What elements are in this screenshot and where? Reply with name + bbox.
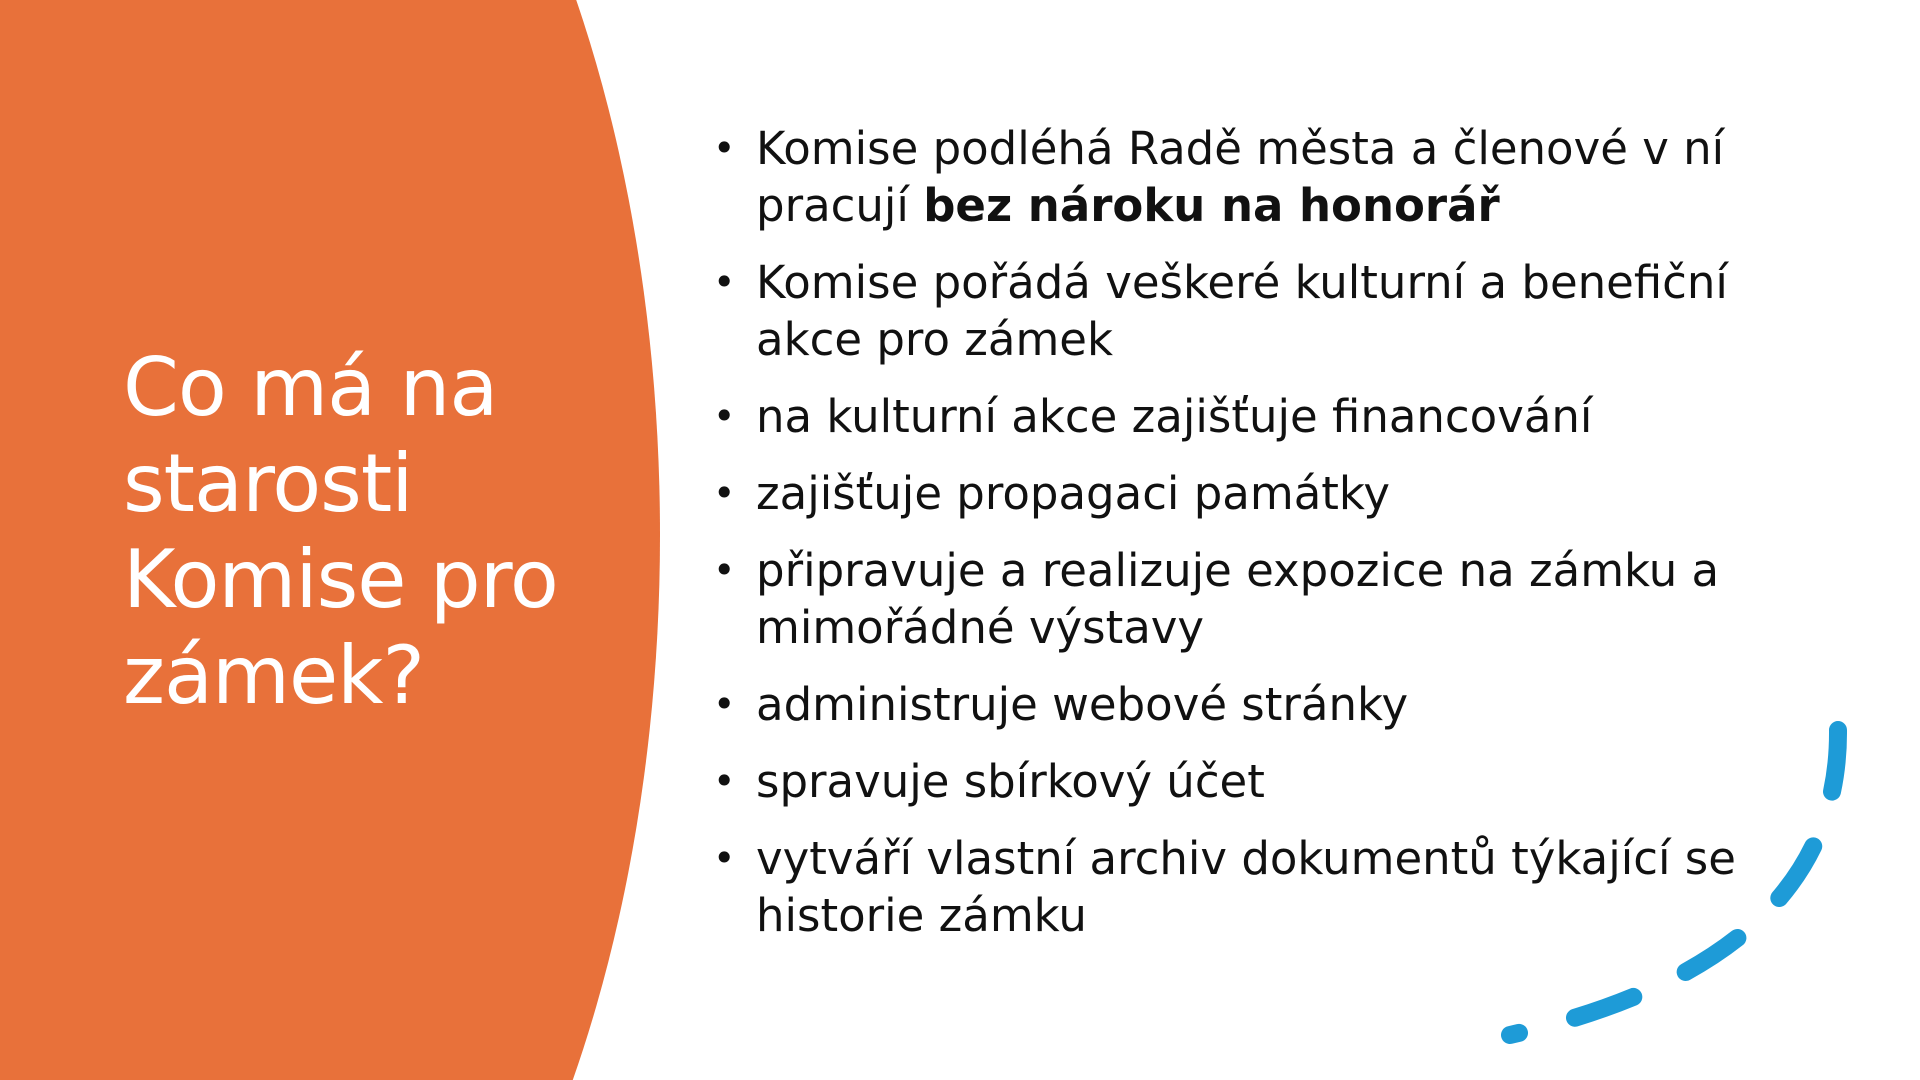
bullet-dot: • <box>713 682 736 726</box>
bullet-text: zajišťuje propagaci památky <box>756 467 1391 520</box>
bullet-dot: • <box>713 548 736 592</box>
bullet-item <box>713 254 1833 368</box>
bullet-text: připravuje a realizuje expozice na zámku a mimořádné výstavy <box>756 544 1720 654</box>
bullet-item <box>713 120 1833 234</box>
bullet-text: na kulturní akce zajišťuje financování <box>756 390 1593 443</box>
bullet-dot: • <box>713 836 736 880</box>
bullet-dot: • <box>713 394 736 438</box>
slide-title: Co má na starosti Komise pro zámek? <box>123 341 558 722</box>
dashed-arc-decoration <box>1490 720 1890 1060</box>
bullet-text: Komise podléhá Radě města a členové v ní pracují <box>756 122 1725 232</box>
bullet-dot: • <box>713 471 736 515</box>
bullet-item <box>713 465 1833 522</box>
bullet-dot: • <box>713 260 736 304</box>
dashed-arc-path <box>1510 730 1838 1035</box>
bullet-bold-text: bez nároku na honorář <box>923 179 1500 232</box>
bullet-item <box>713 388 1833 445</box>
bullet-dot: • <box>713 759 736 803</box>
bullet-text: spravuje sbírkový účet <box>756 755 1265 808</box>
bullet-text: vytváří vlastní archiv dokumentů týkající se historie zámku <box>756 832 1736 942</box>
bullet-text: Komise pořádá veškeré kulturní a benefiční akce pro zámek <box>756 256 1728 366</box>
bullet-text: administruje webové stránky <box>756 678 1409 731</box>
bullet-item <box>713 542 1833 656</box>
bullet-dot: • <box>713 126 736 170</box>
